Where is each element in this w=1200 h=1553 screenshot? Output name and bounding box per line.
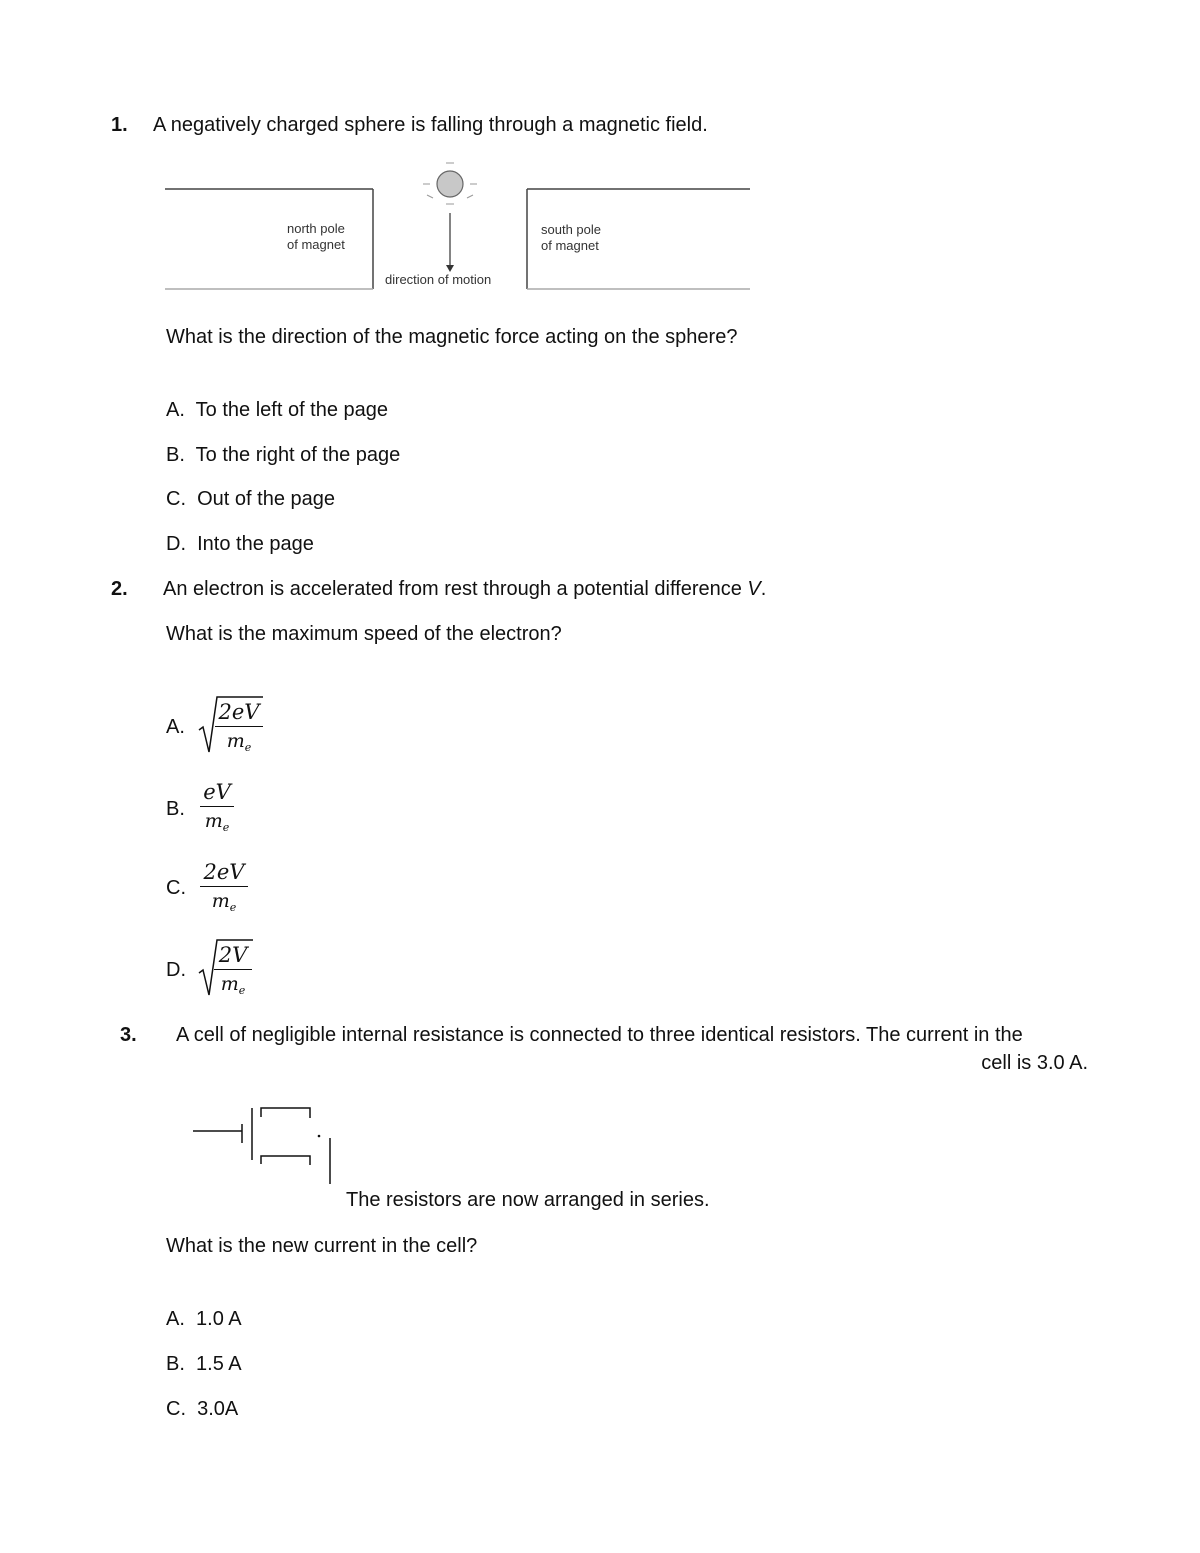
south-pole-label: south pole of magnet <box>541 222 601 253</box>
q3-question: What is the new current in the cell? <box>166 1235 478 1257</box>
q1-question: What is the direction of the magnetic force acting on the sphere? <box>166 326 738 348</box>
q3-option-c: C. 3.0A <box>166 1398 239 1420</box>
q3-option-b: B. 1.5 A <box>166 1353 242 1375</box>
q2-option-a-letter: A. <box>166 716 185 738</box>
q2-question: What is the maximum speed of the electron? <box>166 623 562 645</box>
q2-number: 2. <box>111 578 128 600</box>
motion-label: direction of motion <box>385 272 492 287</box>
q2-stem: An electron is accelerated from rest through a potential difference V. <box>163 578 767 600</box>
q1-magnet-diagram <box>165 158 755 293</box>
q2-option-b-fraction: eV $m_e$ <box>200 780 234 840</box>
q1-option-b: B. To the right of the page <box>166 444 401 466</box>
charged-sphere-icon <box>437 171 463 197</box>
q1-option-c: C. Out of the page <box>166 488 336 510</box>
q2-option-d-fraction: 2V $m_e$ <box>214 943 252 1003</box>
q3-stem-line2: cell is 3.0 A. <box>981 1052 1088 1074</box>
q2-option-a-fraction: 2eV $m_e$ <box>215 700 263 760</box>
north-pole-label: north pole of magnet <box>287 221 345 252</box>
down-arrow-icon <box>446 265 454 272</box>
q3-series-text: The resistors are now arranged in series. <box>346 1189 710 1211</box>
q2-option-c-fraction: 2eV $m_e$ <box>200 860 248 920</box>
q3-stem-line1: A cell of negligible internal resistance is connected to three identical resistors. The current in the <box>176 1024 1023 1046</box>
q1-option-a: A. To the left of the page <box>166 399 389 421</box>
q2-option-b-letter: B. <box>166 798 185 820</box>
q1-option-d: D. Into the page <box>166 533 314 555</box>
q1-stem: A negatively charged sphere is falling through a magnetic field. <box>153 114 708 136</box>
q3-option-a: A. 1.0 A <box>166 1308 242 1330</box>
q1-number: 1. <box>111 114 128 136</box>
q2-option-d-letter: D. <box>166 959 186 981</box>
q2-option-c-letter: C. <box>166 877 186 899</box>
q3-number: 3. <box>120 1024 137 1046</box>
circuit-diagram <box>190 1100 340 1190</box>
